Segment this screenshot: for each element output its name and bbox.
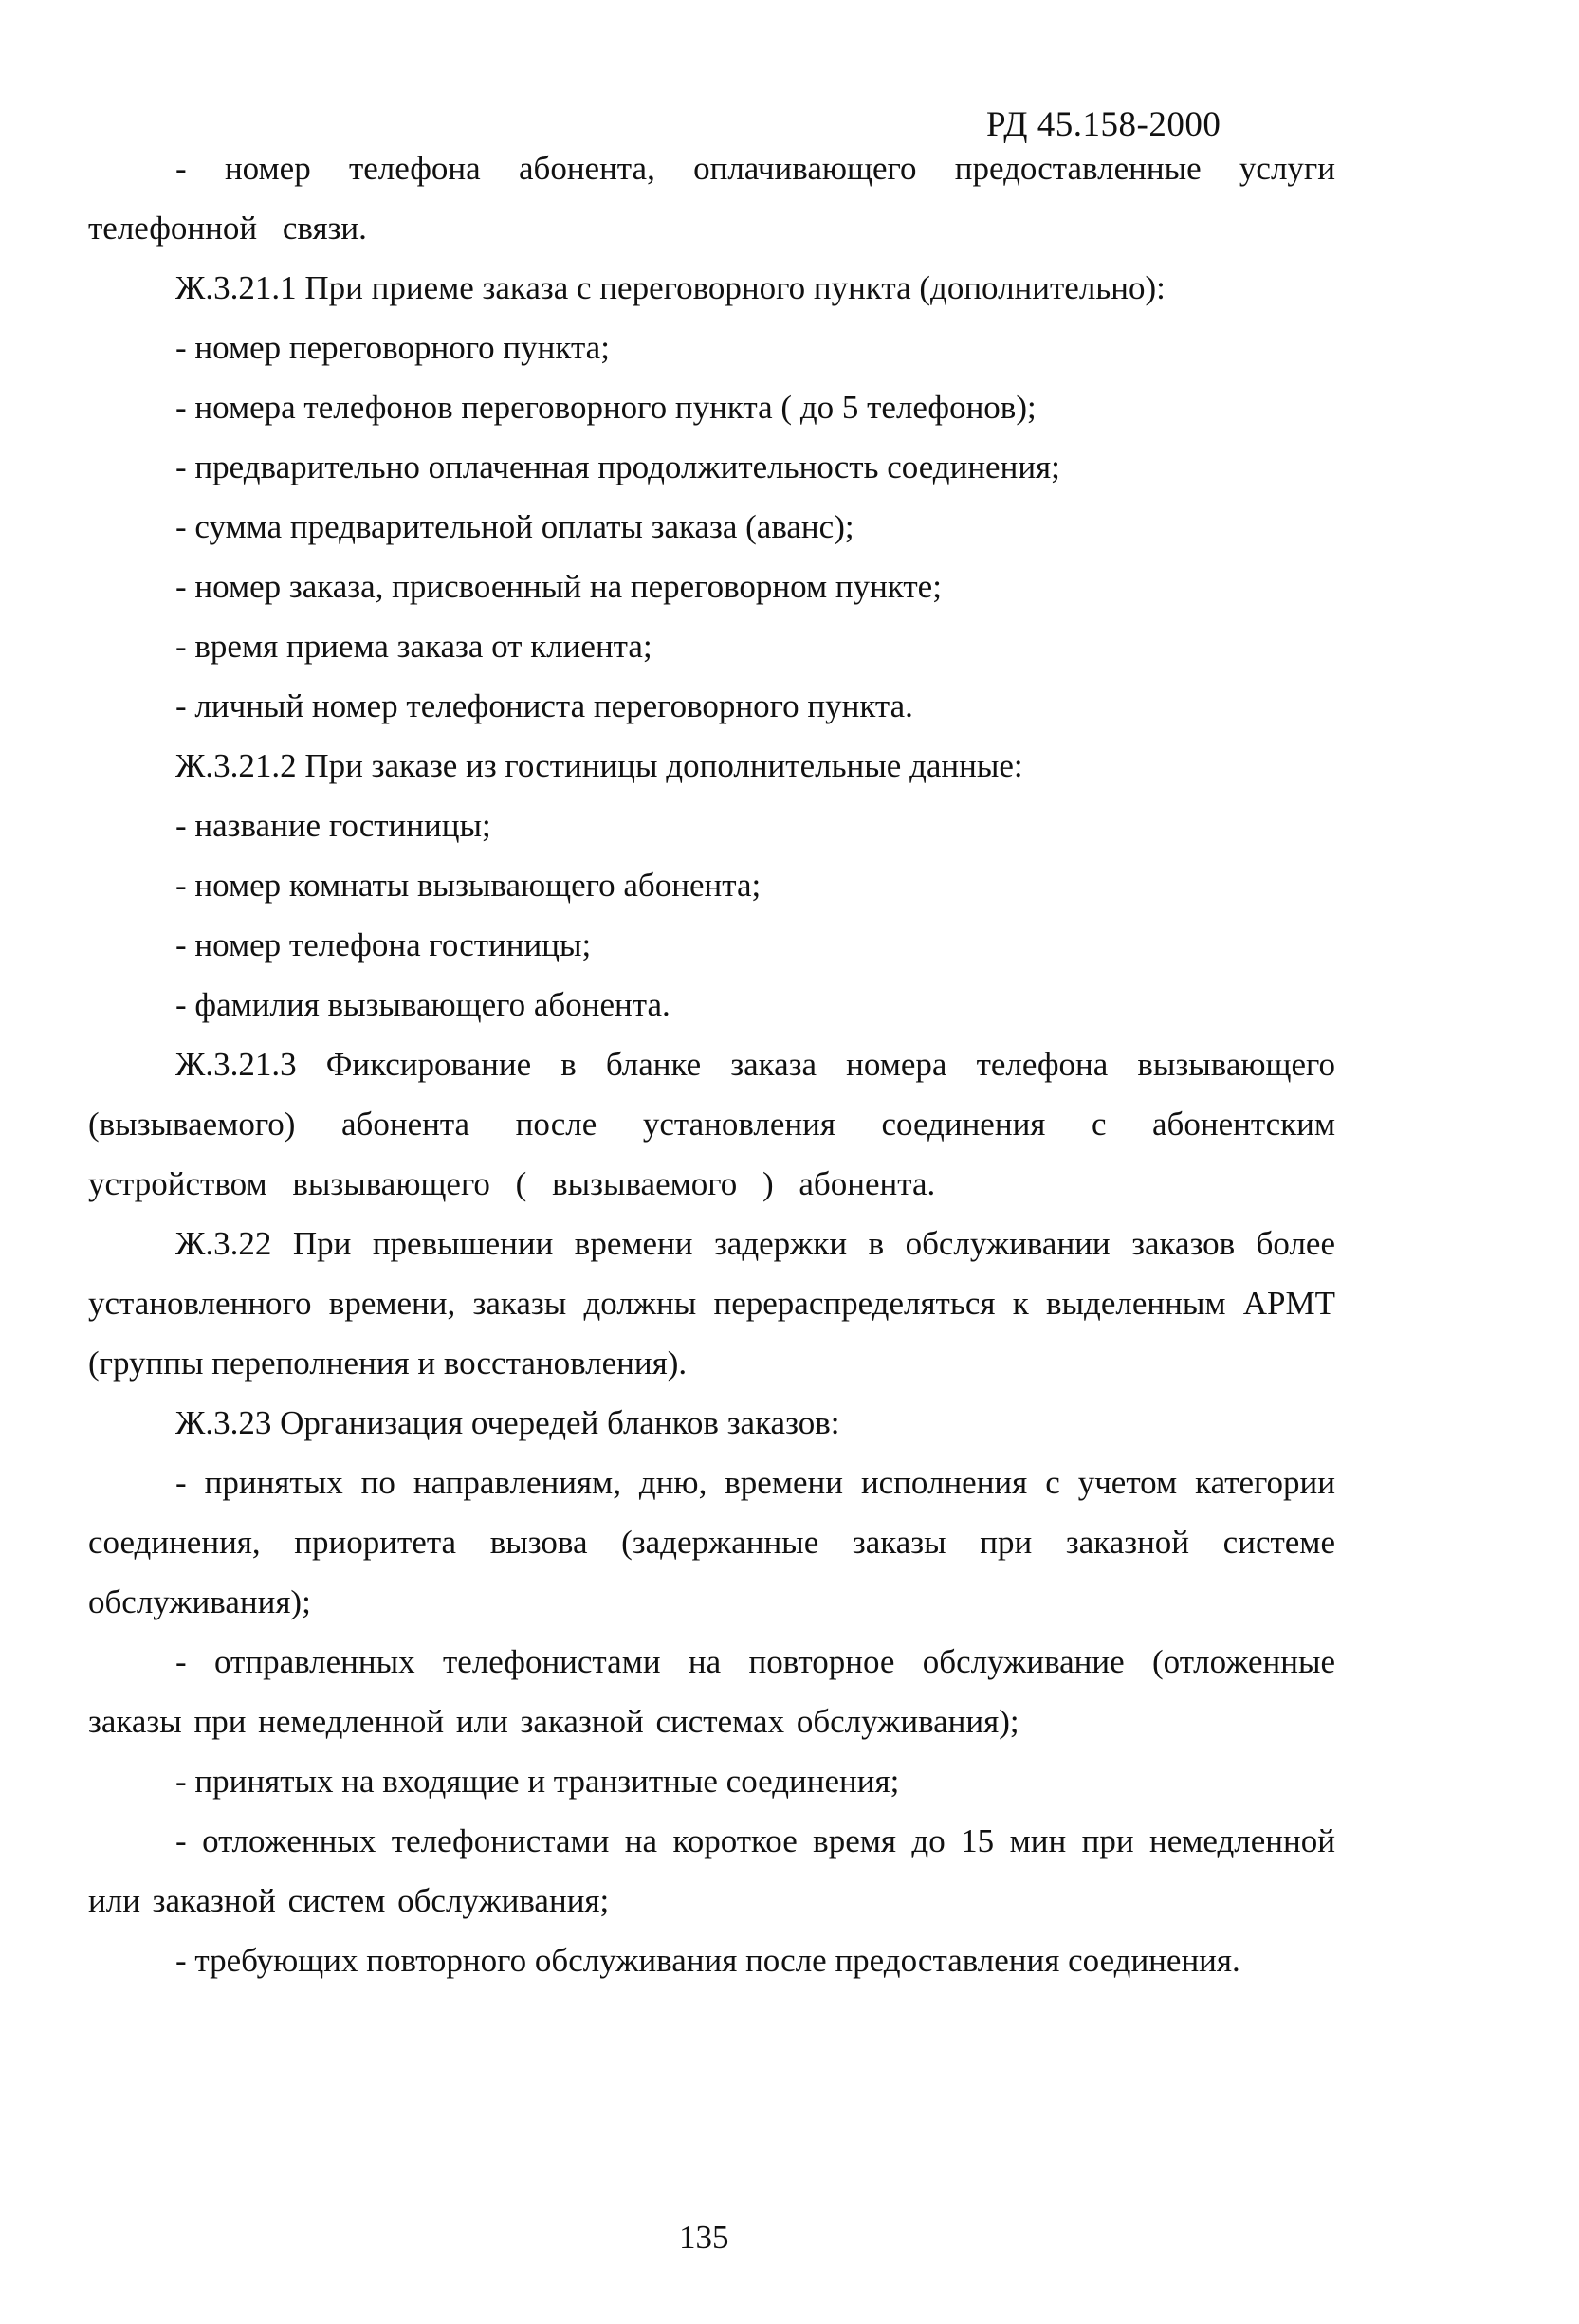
list-item: - принятых по направлениям, дню, времени исполнения с учетом категории соединения, приоритета вызова (задержанные заказы при заказной системе обслуживания);	[88, 1464, 1335, 1620]
paragraph-section-22: Ж.3.22 При превышении времени задержки в обслуживании заказов более установленного времени, заказы должны перераспределяться к выделенным АРМТ (группы переполнения и восстановления).	[88, 1225, 1335, 1382]
list-item: - личный номер телефониста переговорного пункта.	[175, 687, 913, 724]
list-item: - принятых на входящие и транзитные соединения;	[175, 1763, 900, 1800]
list-item: - требующих повторного обслуживания после предоставления соединения.	[175, 1942, 1240, 1979]
list-item: - номер переговорного пункта;	[175, 329, 610, 366]
list-item: - время приема заказа от клиента;	[175, 628, 652, 665]
list-item: - отправленных телефонистами на повторное обслуживание (отложенные заказы при немедленной или заказной системах обслуживания);	[88, 1643, 1335, 1740]
list-item: - отложенных телефонистами на короткое время до 15 мин при немедленной или заказной систем обслуживания;	[88, 1822, 1335, 1919]
paragraph-section-21-3: Ж.3.21.3 Фиксирование в бланке заказа номера телефона вызывающего (вызываемого) абонента после установления соединения с абонентским устройством вызывающего ( вызываемого ) абонента.	[88, 1046, 1335, 1202]
list-item: - номера телефонов переговорного пункта ( до 5 телефонов);	[175, 389, 1037, 426]
list-item: - сумма предварительной оплаты заказа (аванс);	[175, 508, 854, 545]
list-item: - название гостиницы;	[175, 807, 491, 844]
list-item: - предварительно оплаченная продолжительность соединения;	[175, 448, 1060, 485]
paragraph-section-21-1: Ж.3.21.1 При приеме заказа с переговорного пункта (дополнительно):	[175, 269, 1166, 306]
paragraph-section-23: Ж.3.23 Организация очередей бланков заказов:	[175, 1404, 840, 1441]
list-item: - номер заказа, присвоенный на переговорном пункте;	[175, 568, 942, 605]
list-item: - фамилия вызывающего абонента.	[175, 986, 670, 1023]
list-item: - номер телефона гостиницы;	[175, 926, 592, 963]
page-number: 135	[679, 2219, 729, 2256]
paragraph-section-21-2: Ж.3.21.2 При заказе из гостиницы дополнительные данные:	[175, 747, 1023, 784]
paragraph-subscriber-phone: - номер телефона абонента, оплачивающего предоставленные услуги телефонной связи.	[88, 150, 1335, 247]
document-code: РД 45.158-2000	[986, 105, 1221, 144]
document-body	[88, 138, 1335, 1990]
list-item: - номер комнаты вызывающего абонента;	[175, 867, 762, 904]
